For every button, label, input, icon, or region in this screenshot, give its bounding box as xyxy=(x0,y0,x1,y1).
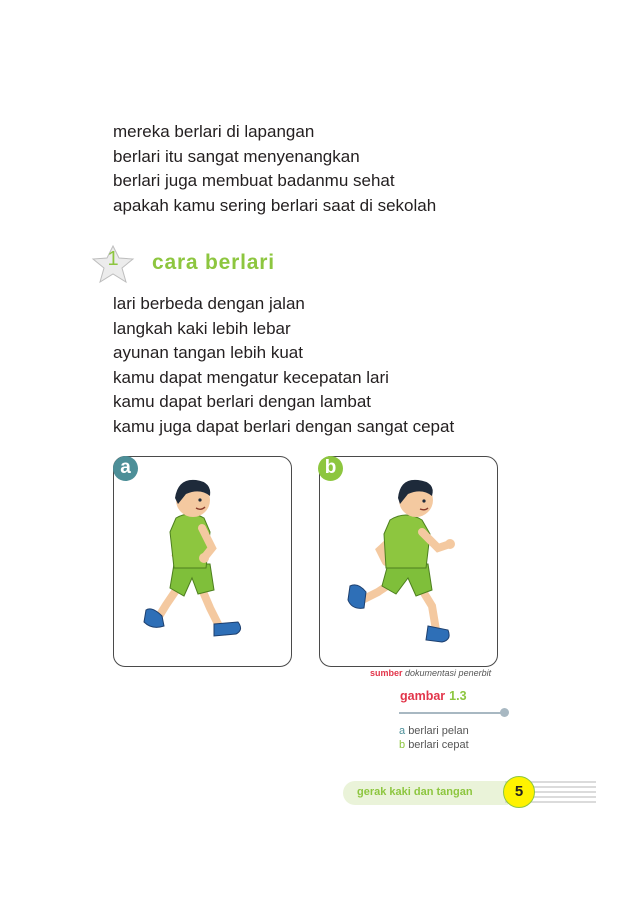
caption-item-b xyxy=(399,738,469,752)
caption-item-a-text: berlari pelan xyxy=(408,725,469,737)
caption-item-a-letter: a xyxy=(399,725,406,737)
boy-running-fast-illustration xyxy=(340,470,480,655)
caption-item-a xyxy=(399,724,469,738)
body-line-2: langkah kaki lebih lebar xyxy=(113,318,291,338)
caption-item-b-letter: b xyxy=(399,739,406,751)
caption-item-b-text: berlari cepat xyxy=(408,739,469,751)
body-paragraph xyxy=(113,292,454,440)
body-line-1: lari berbeda dengan jalan xyxy=(113,294,305,313)
intro-paragraph xyxy=(113,120,436,218)
body-line-3: ayunan tangan lebih kuat xyxy=(113,343,303,363)
credit-label: sumber xyxy=(370,668,403,678)
caption-items xyxy=(399,724,469,752)
caption-divider xyxy=(399,712,503,714)
figure-b-badge: b xyxy=(318,456,343,481)
credit-value: dokumentasi penerbit xyxy=(405,668,492,678)
image-credit xyxy=(370,668,491,678)
boy-running-slow-illustration xyxy=(138,470,258,655)
caption-divider-dot xyxy=(500,708,509,717)
section-title: cara berlari xyxy=(152,251,275,274)
section-number: 1 xyxy=(107,248,119,270)
page-number: 5 xyxy=(503,776,535,808)
body-line-4: kamu dapat mengatur kecepatan lari xyxy=(113,367,389,387)
intro-line-4: apakah kamu sering berlari saat di sekolah xyxy=(113,195,437,215)
body-line-5: kamu dapat berlari dengan lambat xyxy=(113,392,371,412)
figure-caption-title xyxy=(400,689,467,703)
intro-line-3: berlari juga membuat badanmu sehat xyxy=(113,171,395,191)
caption-label: gambar xyxy=(400,689,446,703)
section-heading xyxy=(90,244,350,284)
caption-number: 1.3 xyxy=(449,689,467,703)
intro-line-1: mereka berlari di lapangan xyxy=(113,122,315,141)
intro-line-2: berlari itu sangat menyenangkan xyxy=(113,146,360,166)
figure-a-badge: a xyxy=(113,456,138,481)
body-line-6: kamu juga dapat berlari dengan sangat cepat xyxy=(113,416,455,436)
footer-chapter-title: gerak kaki dan tangan xyxy=(357,786,473,798)
